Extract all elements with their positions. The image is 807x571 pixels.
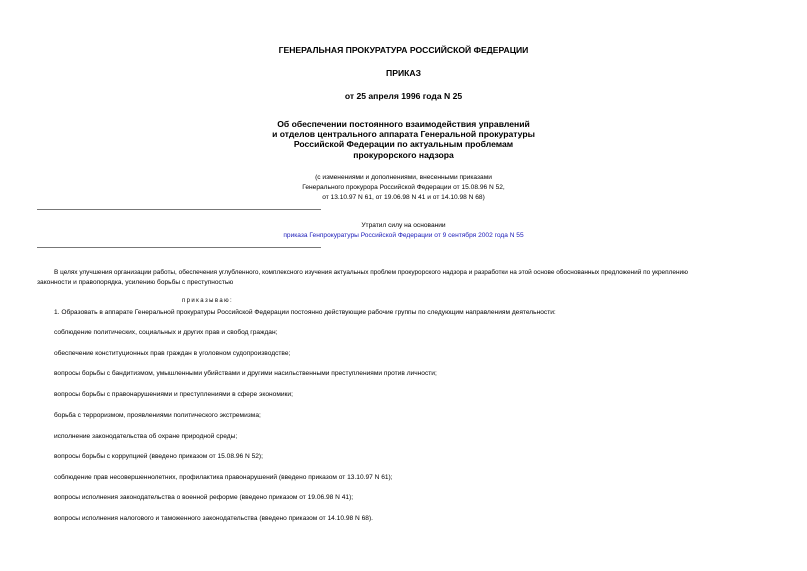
document-type: ПРИКАЗ bbox=[386, 68, 421, 78]
list-item: вопросы борьбы с коррупцией (введено приказом от 15.08.96 N 52); bbox=[54, 453, 263, 460]
preamble-line: В целях улучшения организации работы, обеспечения углубленного, комплексного изучения актуальных проблем прокурорского надзора и разработки на этой основе обоснованных предложений по укреплению bbox=[54, 269, 688, 276]
divider-line bbox=[37, 247, 321, 248]
preamble-line: законности и правопорядка, усилению борьбы с преступностью bbox=[37, 279, 234, 286]
document-date-number: от 25 апреля 1996 года N 25 bbox=[344, 91, 463, 101]
list-item: вопросы борьбы с правонарушениями и преступлениями в сфере экономики; bbox=[54, 391, 293, 398]
list-item: вопросы борьбы с бандитизмом, умышленными убийствами и другими насильственными преступлениями против личности; bbox=[54, 370, 437, 377]
amendments-line: от 13.10.97 N 61, от 19.06.98 N 41 и от 14.10.98 N 68) bbox=[322, 194, 485, 201]
list-item: соблюдение прав несовершеннолетних, профилактика правонарушений (введено приказом от 13.10.97 N 61); bbox=[54, 474, 393, 481]
list-item: исполнение законодательства об охране природной среды; bbox=[54, 433, 238, 440]
document-title-line: прокурорского надзора bbox=[353, 150, 454, 160]
amendments-line: Генерального прокурора Российской Федерации от 15.08.96 N 52, bbox=[302, 184, 505, 191]
document-title-line: Российской Федерации по актуальным проблемам bbox=[293, 139, 514, 149]
list-item: вопросы исполнения законодательства о военной реформе (введено приказом от 19.06.98 N 41); bbox=[54, 494, 354, 501]
amendments-line: (с изменениями и дополнениями, внесенными приказами bbox=[315, 174, 492, 181]
repeal-link-row bbox=[0, 231, 807, 241]
repeal-order-link[interactable]: приказа Генпрокуратуры Российской Федерации от 9 сентября 2002 года N 55 bbox=[283, 232, 524, 239]
document-title-line: Об обеспечении постоянного взаимодействия управлений bbox=[277, 119, 530, 129]
list-item: соблюдение политических, социальных и других прав и свобод граждан; bbox=[54, 329, 278, 336]
list-item: борьба с терроризмом, проявлениями политического экстремизма; bbox=[54, 412, 261, 419]
divider-line bbox=[37, 209, 321, 210]
list-item: обеспечение конституционных прав граждан в уголовном судопроизводстве; bbox=[54, 350, 291, 357]
document-title-line: и отделов центрального аппарата Генеральной прокуратуры bbox=[272, 129, 535, 139]
order-word: приказываю: bbox=[182, 298, 234, 304]
point-1: 1. Образовать в аппарате Генеральной прокуратуры Российской Федерации постоянно действующие рабочие группы по следующим направлениям деятельности: bbox=[54, 309, 556, 316]
repeal-notice: Утратил силу на основании bbox=[361, 222, 446, 229]
list-item: вопросы исполнения налогового и таможенного законодательства (введено приказом от 14.10.98 N 68). bbox=[54, 515, 373, 522]
organization-title: ГЕНЕРАЛЬНАЯ ПРОКУРАТУРА РОССИЙСКОЙ ФЕДЕРАЦИИ bbox=[278, 45, 529, 55]
